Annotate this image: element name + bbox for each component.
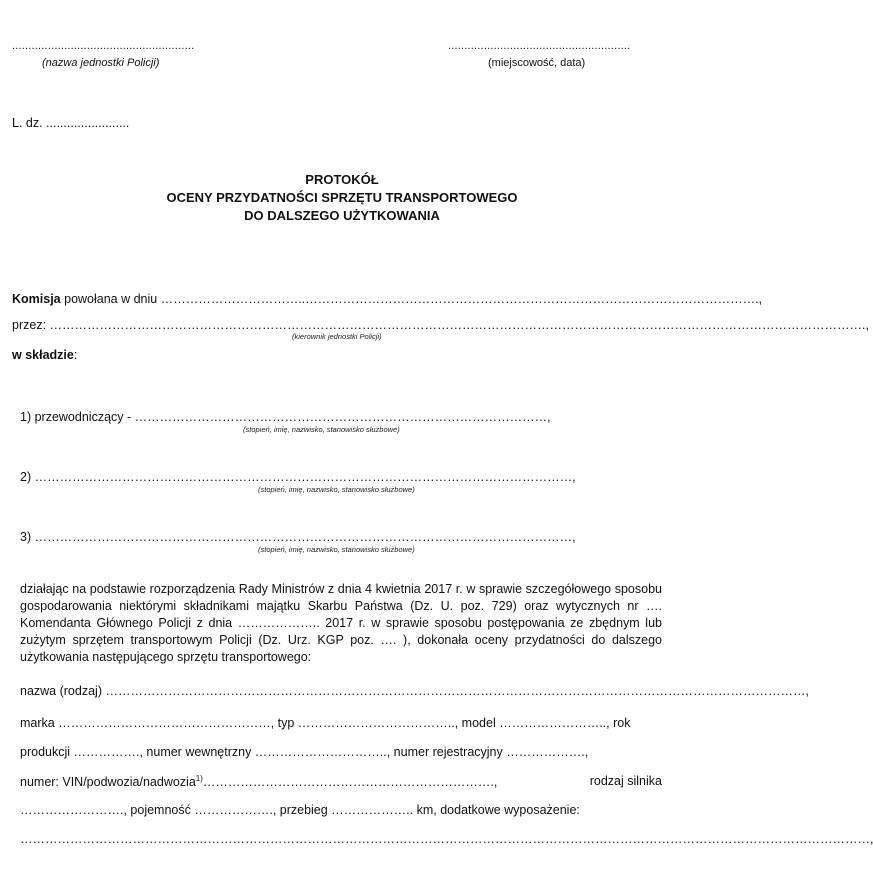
komisja-date-dots: powołana w dniu ……………………………..………………………………………………………………………………………………., <box>60 292 763 306</box>
przez-caption: (kierownik jednostki Policji) <box>292 332 382 341</box>
place-date-dots: ........................................................ <box>448 40 631 52</box>
commission-line <box>12 292 763 306</box>
member-2-caption: (stopień, imię, nazwisko, stanowisko służbowe) <box>258 485 415 494</box>
field-rodzaj-silnika: rodzaj silnika <box>589 774 662 788</box>
field-marka: marka ……………………………………………, typ ……………………………….., model …………………….., rok <box>20 716 631 730</box>
w-skladzie-line <box>12 348 77 362</box>
w-skladzie-colon: : <box>73 348 78 362</box>
title-line-2: OCENY PRZYDATNOŚCI SPRZĘTU TRANSPORTOWEGO <box>166 190 518 205</box>
member-1-caption: (stopień, imię, nazwisko, stanowisko służbowe) <box>243 425 400 434</box>
member-3-caption: (stopień, imię, nazwisko, stanowisko służbowe) <box>258 545 415 554</box>
field-pojemnosc: ……………………., pojemność ………………., przebieg ……………….. km, dodatkowe wyposażenie: <box>20 803 580 817</box>
komisja-label: Komisja <box>12 292 61 306</box>
member-3-line: 3) …………………………………………………………………………………………………………………, <box>20 530 576 544</box>
field-produkcji: produkcji ……………., numer wewnętrzny ………………………….., numer rejestracyjny ………………., <box>20 745 589 759</box>
field-last-line: ……………………………………………………………………………………………………………………………………………………………………………………, <box>20 832 873 846</box>
member-1-line: 1) przewodniczący - ………………………………………………………………………………………, <box>20 410 551 424</box>
field-nazwa: nazwa (rodzaj) ……………………………………………………………………………………………………………………………………………………, <box>20 684 809 698</box>
legal-basis-paragraph: działając na podstawie rozporządzenia Rady Ministrów z dnia 4 kwietnia 2017 r. w sprawie szczegółowego sposobu gospodarowania niektórymi składnikami majątku Skarbu Państwa (Dz. U. poz. 729) oraz wytycznych nr …. Komendanta Głównego Policji z dnia ……………….. 2017 r. w sprawie sposobu postępowania ze zbędnym lub zużytym sprzętem transportowym Policji (Dz. Urz. KGP poz. …. ), dokonała oceny przydatności do dalszego użytkowania następującego sprzętu transportowego: <box>20 582 662 664</box>
field-numer-row <box>20 774 662 789</box>
w-skladzie-label: w składzie <box>12 348 74 362</box>
field-numer-label: numer: VIN/podwozia/nadwozia$^{1)}$……………………………………………………………., <box>20 774 498 790</box>
title-protocol: PROTOKÓŁ <box>305 172 379 187</box>
ldz-line: L. dz. ........................ <box>12 116 130 130</box>
title-line-3: DO DALSZEGO UŻYTKOWANIA <box>244 208 440 223</box>
footnote-marker: 1) <box>195 774 203 783</box>
member-2-line: 2) …………………………………………………………………………………………………………………, <box>20 470 576 484</box>
unit-name-dots: ........................................................ <box>12 40 195 52</box>
place-date-caption: (miejscowość, data) <box>488 57 586 69</box>
przez-line: przez: ……………………………………………………………………………………………………………………………………………………………………………., <box>12 318 869 332</box>
unit-name-caption: (nazwa jednostki Policji) <box>42 57 160 69</box>
